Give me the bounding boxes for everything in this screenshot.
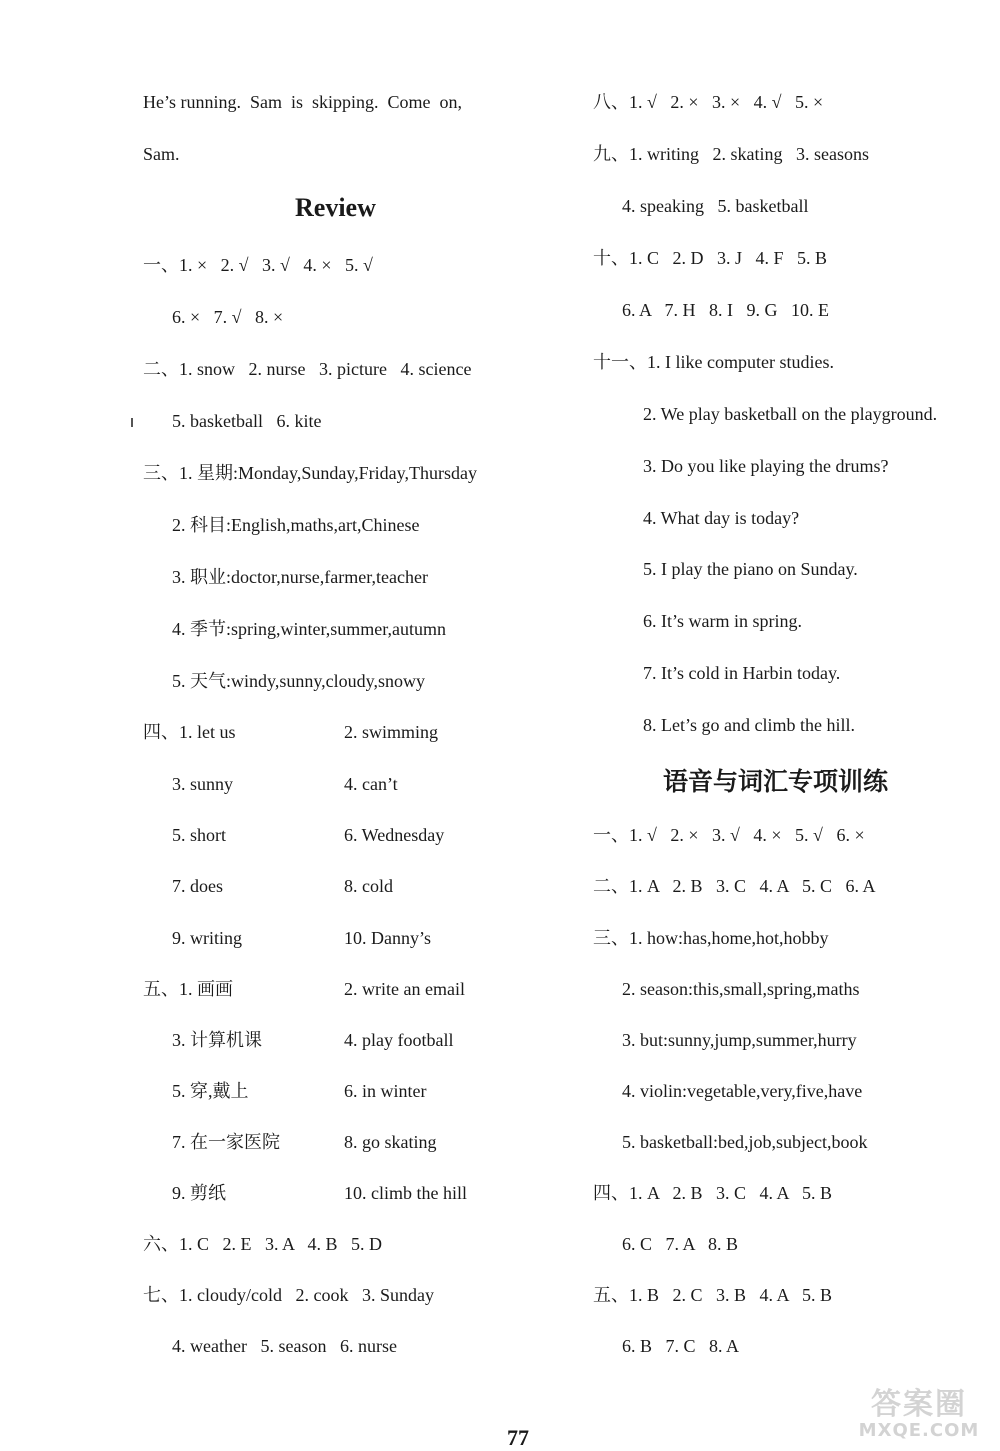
- review-s11-line-6: 6. It’s warm in spring.: [643, 611, 802, 631]
- phonics-p3-line-2: 2. season:this,small,spring,maths: [622, 979, 860, 999]
- review-s9-line-1: 九、1. writing 2. skating 3. seasons: [593, 144, 869, 164]
- phonics-p5-line-1: 五、1. B 2. C 3. B 4. A 5. B: [593, 1285, 833, 1305]
- review-s3-line-5: 5. 天气:windy,sunny,cloudy,snowy: [172, 671, 425, 691]
- review-s11-line-2: 2. We play basketball on the playground.: [643, 404, 938, 424]
- review-s2-line-2: 5. basketball 6. kite: [172, 411, 322, 431]
- review-s11-line-1: 十一、1. I like computer studies.: [593, 352, 834, 372]
- phonics-p1: 一、1. √ 2. × 3. √ 4. × 5. √ 6. ×: [593, 825, 865, 845]
- review-s4-row-5-a: 9. writing: [172, 928, 242, 948]
- review-s4-row-4-a: 7. does: [172, 876, 223, 896]
- review-s4-row-4-b: 8. cold: [344, 876, 393, 896]
- review-s5-row-3-a: 5. 穿,戴上: [172, 1081, 249, 1101]
- review-s1-line-1: 一、1. × 2. √ 3. √ 4. × 5. √: [143, 255, 373, 275]
- review-title: Review: [295, 193, 376, 222]
- review-s1-line-2: 6. × 7. √ 8. ×: [172, 307, 284, 327]
- review-s7-line-1: 七、1. cloudy/cold 2. cook 3. Sunday: [143, 1285, 434, 1305]
- review-s5-row-2-a: 3. 计算机课: [172, 1030, 262, 1050]
- review-s7-line-2: 4. weather 5. season 6. nurse: [172, 1336, 397, 1356]
- page-number: 77: [507, 1425, 529, 1450]
- review-s5-row-5-b: 10. climb the hill: [344, 1183, 467, 1203]
- review-s8: 八、1. √ 2. × 3. × 4. √ 5. ×: [593, 92, 824, 112]
- intro-line-2: Sam.: [143, 144, 180, 164]
- phonics-p4-line-2: 6. C 7. A 8. B: [622, 1234, 739, 1254]
- review-s11-line-3: 3. Do you like playing the drums?: [643, 456, 889, 476]
- review-s5-row-5-a: 9. 剪纸: [172, 1183, 226, 1203]
- phonics-p3-line-5: 5. basketball:bed,job,subject,book: [622, 1132, 868, 1152]
- review-s11-line-8: 8. Let’s go and climb the hill.: [643, 715, 855, 735]
- review-s5-row-2-b: 4. play football: [344, 1030, 454, 1050]
- review-s5-row-4-a: 7. 在一家医院: [172, 1132, 280, 1152]
- review-s4-row-1-b: 2. swimming: [344, 722, 439, 742]
- phonics-p3-line-4: 4. violin:vegetable,very,five,have: [622, 1081, 863, 1101]
- review-s3-line-4: 4. 季节:spring,winter,summer,autumn: [172, 619, 447, 639]
- review-s2-line-1: 二、1. snow 2. nurse 3. picture 4. science: [143, 359, 472, 379]
- review-s5-row-4-b: 8. go skating: [344, 1132, 437, 1152]
- review-s3-line-1: 三、1. 星期:Monday,Sunday,Friday,Thursday: [143, 463, 477, 483]
- review-s4-row-3-b: 6. Wednesday: [344, 825, 445, 845]
- review-s11-line-4: 4. What day is today?: [643, 508, 800, 528]
- review-s4-row-5-b: 10. Danny’s: [344, 928, 431, 948]
- review-s3-line-2: 2. 科目:English,maths,art,Chinese: [172, 515, 420, 535]
- phonics-p3-line-1: 三、1. how:has,home,hot,hobby: [593, 928, 829, 948]
- review-s3-line-3: 3. 职业:doctor,nurse,farmer,teacher: [172, 567, 428, 587]
- review-s9-line-2: 4. speaking 5. basketball: [622, 196, 809, 216]
- watermark-domain: MXQE.COM: [858, 1420, 980, 1441]
- review-s6: 六、1. C 2. E 3. A 4. B 5. D: [143, 1234, 383, 1254]
- review-s4-row-2-a: 3. sunny: [172, 774, 234, 794]
- phonics-p4-line-1: 四、1. A 2. B 3. C 4. A 5. B: [593, 1183, 833, 1203]
- watermark-logo-text: 答案圈: [871, 1387, 967, 1422]
- phonics-vocab-section-title: 语音与词汇专项训练: [663, 767, 889, 796]
- intro-line-1: He’s running. Sam is skipping. Come on,: [143, 92, 462, 112]
- site-watermark: [844, 1387, 994, 1446]
- review-s11-line-7: 7. It’s cold in Harbin today.: [643, 663, 841, 683]
- review-s10-line-1: 十、1. C 2. D 3. J 4. F 5. B: [593, 248, 828, 268]
- phonics-p2: 二、1. A 2. B 3. C 4. A 5. C 6. A: [593, 876, 876, 896]
- review-s5-row-1-b: 2. write an email: [344, 979, 465, 999]
- review-s4-row-2-b: 4. can’t: [344, 774, 398, 794]
- review-s4-row-3-a: 5. short: [172, 825, 226, 845]
- margin-mark: [131, 418, 133, 427]
- review-s11-line-5: 5. I play the piano on Sunday.: [643, 559, 858, 579]
- review-s10-line-2: 6. A 7. H 8. I 9. G 10. E: [622, 300, 829, 320]
- phonics-p3-line-3: 3. but:sunny,jump,summer,hurry: [622, 1030, 857, 1050]
- phonics-p5-line-2: 6. B 7. C 8. A: [622, 1336, 740, 1356]
- review-s5-row-3-b: 6. in winter: [344, 1081, 427, 1101]
- review-s4-row-1-a: 四、1. let us: [143, 722, 236, 742]
- review-s5-row-1-a: 五、1. 画画: [143, 979, 233, 999]
